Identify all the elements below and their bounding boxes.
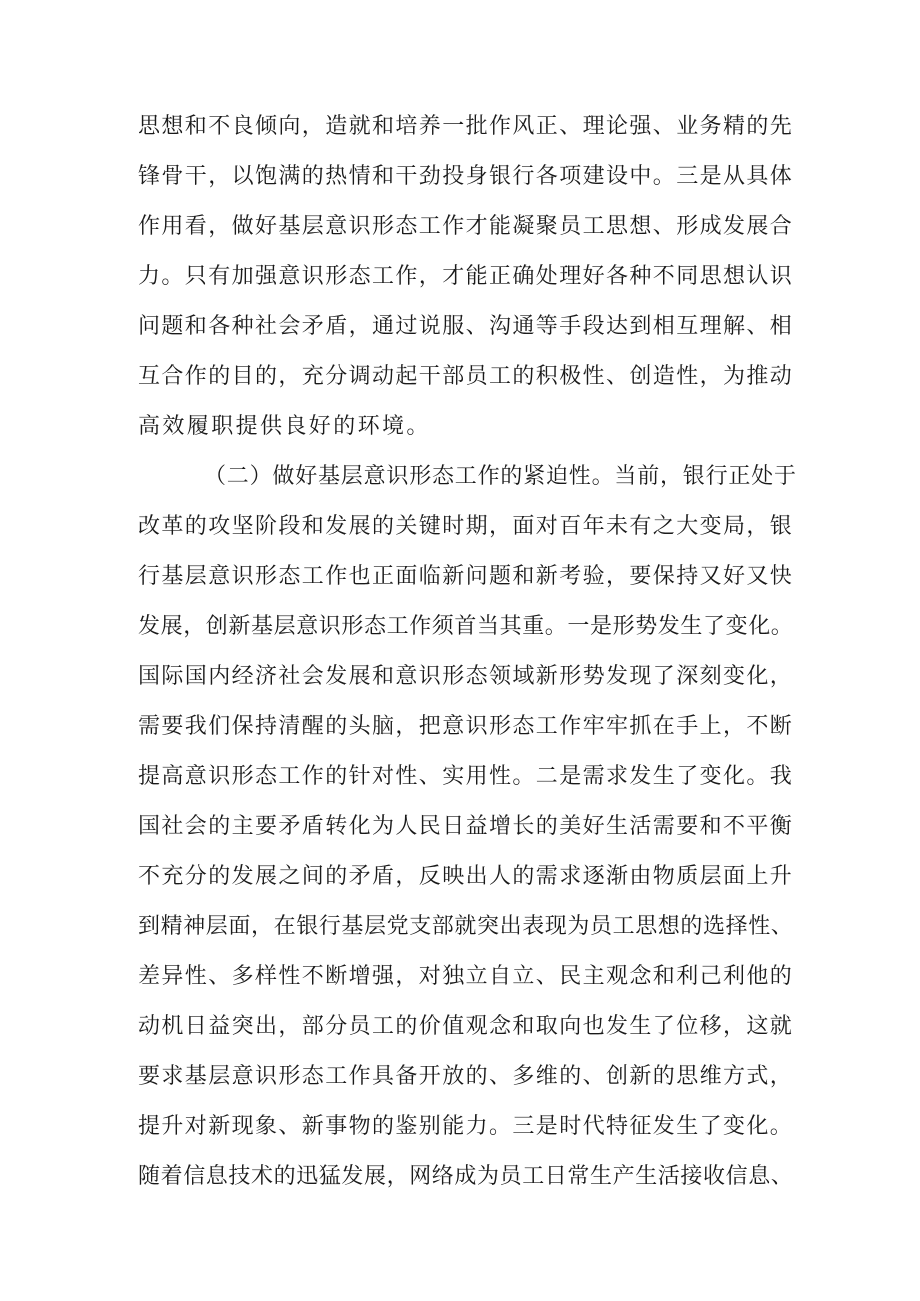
paragraph-line: 要求基层意识形态工作具备开放的、多维的、创新的思维方式， — [138, 1064, 794, 1089]
paragraph-line: 锋骨干，以饱满的热情和干劲投身银行各项建设中。三是从具体 — [138, 164, 794, 189]
paragraph-line: 改革的攻坚阶段和发展的关键时期，面对百年未有之大变局，银 — [138, 514, 794, 539]
paragraph-line: 需要我们保持清醒的头脑，把意识形态工作牢牢抓在手上，不断 — [138, 714, 794, 739]
paragraph-line: 随着信息技术的迅猛发展，网络成为员工日常生产生活接收信息、 — [138, 1164, 794, 1189]
paragraph-line: 问题和各种社会矛盾，通过说服、沟通等手段达到相互理解、相 — [138, 314, 794, 339]
paragraph-line: 提升对新现象、新事物的鉴别能力。三是时代特征发生了变化。 — [138, 1114, 794, 1139]
paragraph-line: 到精神层面，在银行基层党支部就突出表现为员工思想的选择性、 — [138, 914, 794, 939]
paragraph-line: 发展，创新基层意识形态工作须首当其重。一是形势发生了变化。 — [138, 614, 794, 639]
paragraph-line: 动机日益突出，部分员工的价值观念和取向也发生了位移，这就 — [138, 1014, 794, 1039]
paragraph-line: 不充分的发展之间的矛盾，反映出人的需求逐渐由物质层面上升 — [138, 864, 794, 889]
paragraph-line: 思想和不良倾向，造就和培养一批作风正、理论强、业务精的先 — [138, 114, 794, 139]
paragraph-line: 互合作的目的，充分调动起干部员工的积极性、创造性，为推动 — [138, 364, 794, 389]
paragraph-line: 高效履职提供良好的环境。 — [138, 414, 431, 439]
paragraph-line: 力。只有加强意识形态工作，才能正确处理好各种不同思想认识 — [138, 264, 794, 289]
paragraph-line: 作用看，做好基层意识形态工作才能凝聚员工思想、形成发展合 — [138, 214, 794, 239]
paragraph-line: 国社会的主要矛盾转化为人民日益增长的美好生活需要和不平衡 — [138, 814, 794, 839]
paragraph-line: 国际国内经济社会发展和意识形态领域新形势发现了深刻变化， — [138, 664, 794, 689]
paragraph-line: 差异性、多样性不断增强，对独立自立、民主观念和利己利他的 — [138, 964, 794, 989]
paragraph-line: 行基层意识形态工作也正面临新问题和新考验，要保持又好又快 — [138, 564, 794, 589]
paragraph-line: 提高意识形态工作的针对性、实用性。二是需求发生了变化。我 — [138, 764, 794, 789]
paragraph-line: （二）做好基层意识形态工作的紧迫性。当前，银行正处于 — [204, 464, 797, 489]
